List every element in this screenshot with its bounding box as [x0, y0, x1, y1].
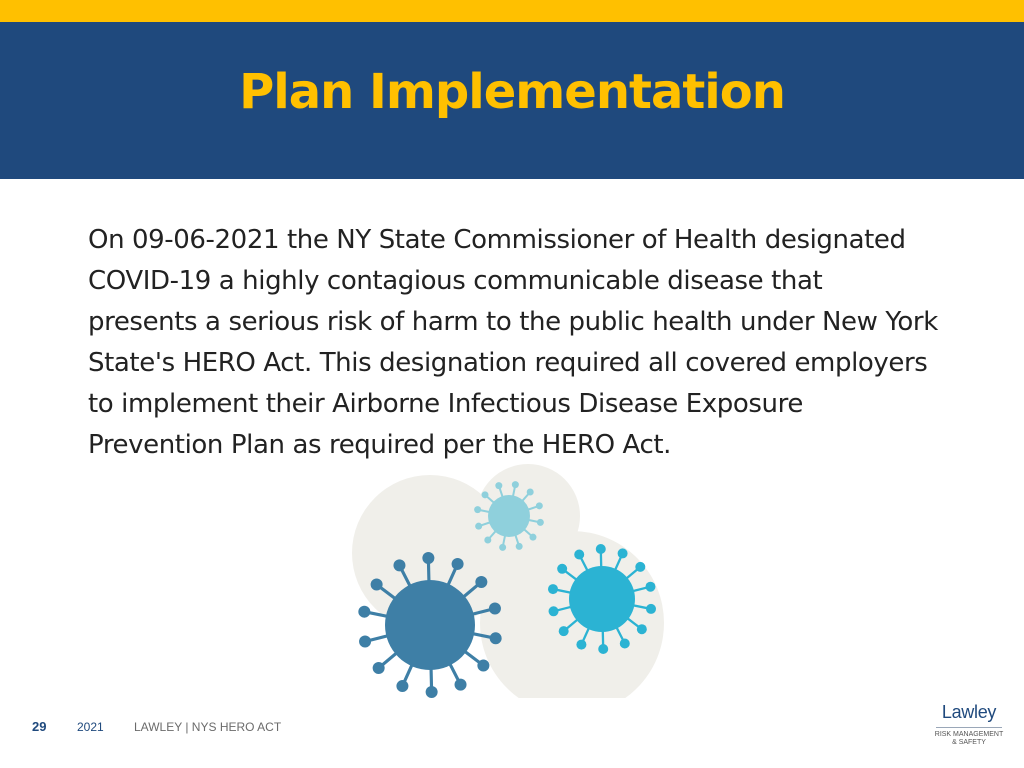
lawley-logo — [926, 700, 1012, 752]
top-accent-stripe — [0, 0, 1024, 22]
body-paragraph: On 09-06-2021 the NY State Commissioner of Health designated COVID-19 a highly contagious communicable disease that presents a serious risk of harm to the public health under New York State's HERO Act. This designation required all covered employers to implement their Airborne Infectious Disease Exposure Prevention Plan as required per the HERO Act. — [88, 225, 938, 460]
slide-title: Plan Implementation — [239, 64, 785, 120]
footer-label: LAWLEY | NYS HERO ACT — [134, 720, 282, 734]
virus-illustration-icon — [340, 458, 680, 698]
logo-name: Lawley — [941, 702, 997, 722]
page-number: 29 — [32, 719, 47, 734]
title-band — [0, 22, 1024, 179]
logo-tagline-line2: & SAFETY — [952, 739, 986, 746]
logo-divider — [936, 727, 1002, 728]
footer-year: 2021 — [77, 720, 104, 734]
logo-tagline — [926, 731, 1012, 747]
logo-tagline-line1: RISK MANAGEMENT — [934, 731, 1004, 738]
